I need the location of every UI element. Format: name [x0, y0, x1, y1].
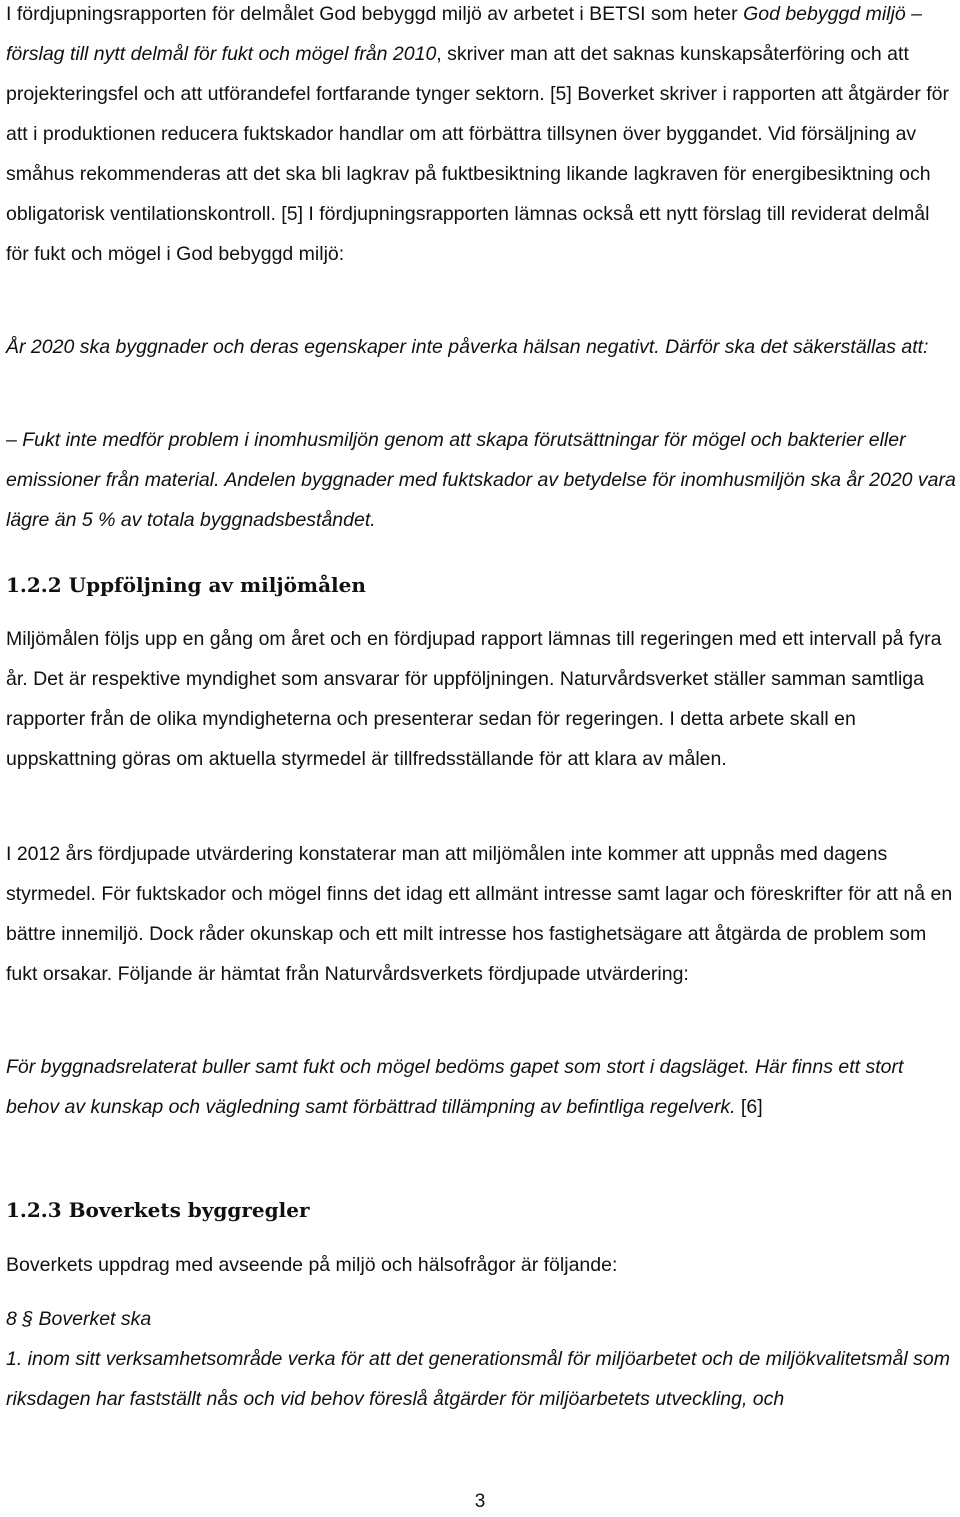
paragraph-goal: År 2020 ska byggnader och deras egenskaper inte påverka hälsan negativt. Därför ska det säkerställas att: [6, 336, 929, 358]
paragraph-law-section: 8 § Boverket ska [6, 1308, 152, 1330]
section-heading-1-2-2: 1.2.2 Uppföljning av miljömålen [6, 573, 366, 597]
paragraph-intro: I fördjupningsrapporten för delmålet God bebyggd miljö av arbetet i BETSI som heter God bebyggd miljö – förslag till nytt delmål för fukt och mögel från 2010, skriver man att det saknas kunskapsåterföring och att projekteringsfel och att utförandefel fortfarande tynger sektorn. [5] Boverket skriver i rapporten att åtgärder för att i produktionen reducera fuktskador handlar om att förbättra tillsynen över byggandet. Vid försäljning av småhus rekommenderas att det ska bli lagkrav på fuktbesiktning likande lagkraven för energibesiktning och obligatorisk ventilationskontroll. [5] I fördjupningsrapporten lämnas också ett nytt förslag till reviderat delmål för fukt och mögel i God bebyggd miljö: [6, 3, 949, 265]
report-title: God bebyggd miljö – förslag till nytt delmål för fukt och mögel från 2010 [6, 3, 922, 65]
paragraph-goal-detail: – Fukt inte medför problem i inomhusmiljön genom att skapa förutsättningar för mögel och bakterier eller emissioner från material. Andelen byggnader med fuktskador av betydelse för inomhusmiljön ska år 2020 vara lägre än 5 % av totala byggnadsbeståndet. [6, 429, 956, 531]
page-number: 3 [474, 1491, 486, 1512]
section-heading-1-2-3: 1.2.3 Boverkets byggregler [6, 1198, 310, 1222]
paragraph-followup: Miljömålen följs upp en gång om året och en fördjupad rapport lämnas till regeringen med ett intervall på fyra år. Det är respektive myndighet som ansvarar för uppföljningen. Naturvårdsverket ställer samman samtliga rapporter från de olika myndigheterna och presenterar sedan för regeringen. I detta arbete skall en uppskattning göras om aktuella styrmedel är tillfredsställande för att klara av målen. [6, 628, 942, 770]
paragraph-quote: För byggnadsrelaterat buller samt fukt och mögel bedöms gapet som stort i dagsläget. Här finns ett stort behov av kunskap och vägledning samt förbättrad tillämpning av befintliga regelverk. [6] [6, 1056, 904, 1118]
paragraph-law-item: 1. inom sitt verksamhetsområde verka för att det generationsmål för miljöarbetet och de miljökvalitetsmål som riksdagen har fastställt nås och vid behov föreslå åtgärder för miljöarbetets utveckling, och [6, 1348, 950, 1410]
paragraph-mandate: Boverkets uppdrag med avseende på miljö och hälsofrågor är följande: [6, 1254, 618, 1276]
paragraph-evaluation: I 2012 års fördjupade utvärdering konstaterar man att miljömålen inte kommer att uppnås med dagens styrmedel. För fuktskador och mögel finns det idag ett allmänt intresse samt lagar och föreskrifter för att nå en bättre innemiljö. Dock råder okunskap och ett milt intresse hos fastighetsägare att åtgärda de problem som fukt orsakar. Följande är hämtat från Naturvårdsverkets fördjupade utvärdering: [6, 843, 953, 985]
